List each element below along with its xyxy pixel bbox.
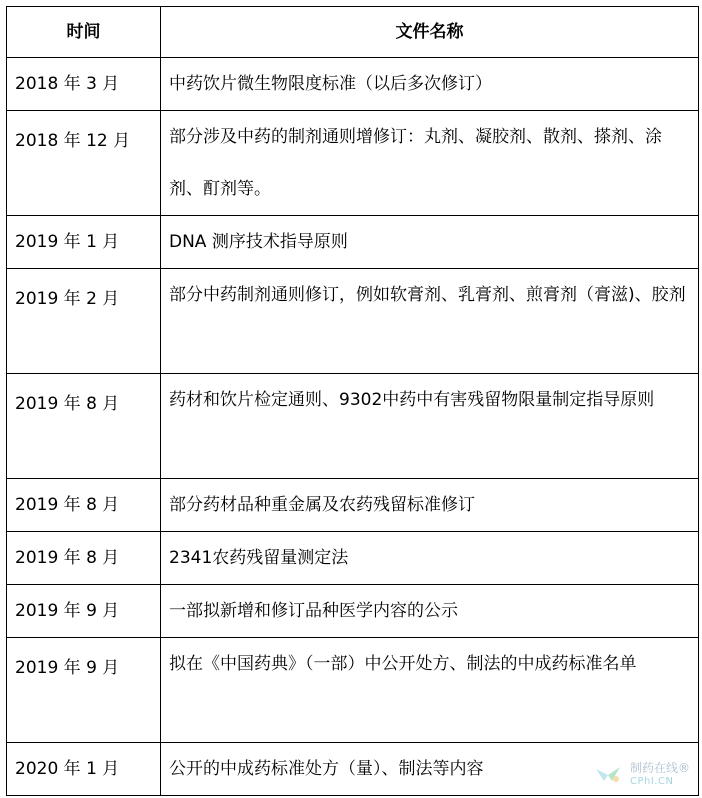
name-cell: 2341农药残留量测定法 [161, 532, 699, 585]
cphi-logo-icon [594, 763, 624, 787]
cphi-watermark [594, 762, 690, 788]
name-cell: 中药饮片微生物限度标准（以后多次修订） [161, 58, 699, 111]
time-cell: 2020 年 1 月 [7, 743, 161, 796]
header-name: 文件名称 [161, 7, 699, 58]
name-cell: 药材和饮片检定通则、9302中药中有害残留物限量制定指导原则 [161, 374, 699, 479]
table-row [7, 216, 699, 269]
name-cell: 部分涉及中药的制剂通则增修订：丸剂、凝胶剂、散剂、搽剂、涂剂、酊剂等。 [161, 111, 699, 216]
table-row [7, 111, 699, 216]
name-cell: 部分中药制剂通则修订，例如软膏剂、乳膏剂、煎膏剂（膏滋)、胶剂 [161, 269, 699, 374]
name-cell: 部分药材品种重金属及农药残留标准修订 [161, 479, 699, 532]
table-row [7, 585, 699, 638]
time-cell: 2018 年 12 月 [7, 111, 161, 216]
table-row [7, 374, 699, 479]
time-cell: 2019 年 8 月 [7, 374, 161, 479]
time-cell: 2019 年 9 月 [7, 585, 161, 638]
time-cell: 2019 年 9 月 [7, 638, 161, 743]
name-cell: 公开的中成药标准处方（量）、制法等内容 [161, 743, 699, 796]
name-cell: DNA 测序技术指导原则 [161, 216, 699, 269]
header-time: 时间 [7, 7, 161, 58]
table-row [7, 479, 699, 532]
time-cell: 2019 年 8 月 [7, 479, 161, 532]
time-cell: 2018 年 3 月 [7, 58, 161, 111]
time-cell: 2019 年 8 月 [7, 532, 161, 585]
table-row [7, 638, 699, 743]
name-cell: 拟在《中国药典》（一部）中公开处方、制法的中成药标准名单 [161, 638, 699, 743]
name-cell: 一部拟新增和修订品种医学内容的公示 [161, 585, 699, 638]
table-row [7, 532, 699, 585]
time-cell: 2019 年 1 月 [7, 216, 161, 269]
table-header-row [7, 7, 699, 58]
standards-table [6, 6, 699, 796]
watermark-en-text: CPhI.CN [629, 776, 674, 787]
table-row [7, 269, 699, 374]
table-row [7, 58, 699, 111]
time-cell: 2019 年 2 月 [7, 269, 161, 374]
watermark-cn-text: 制药在线® [629, 761, 690, 775]
